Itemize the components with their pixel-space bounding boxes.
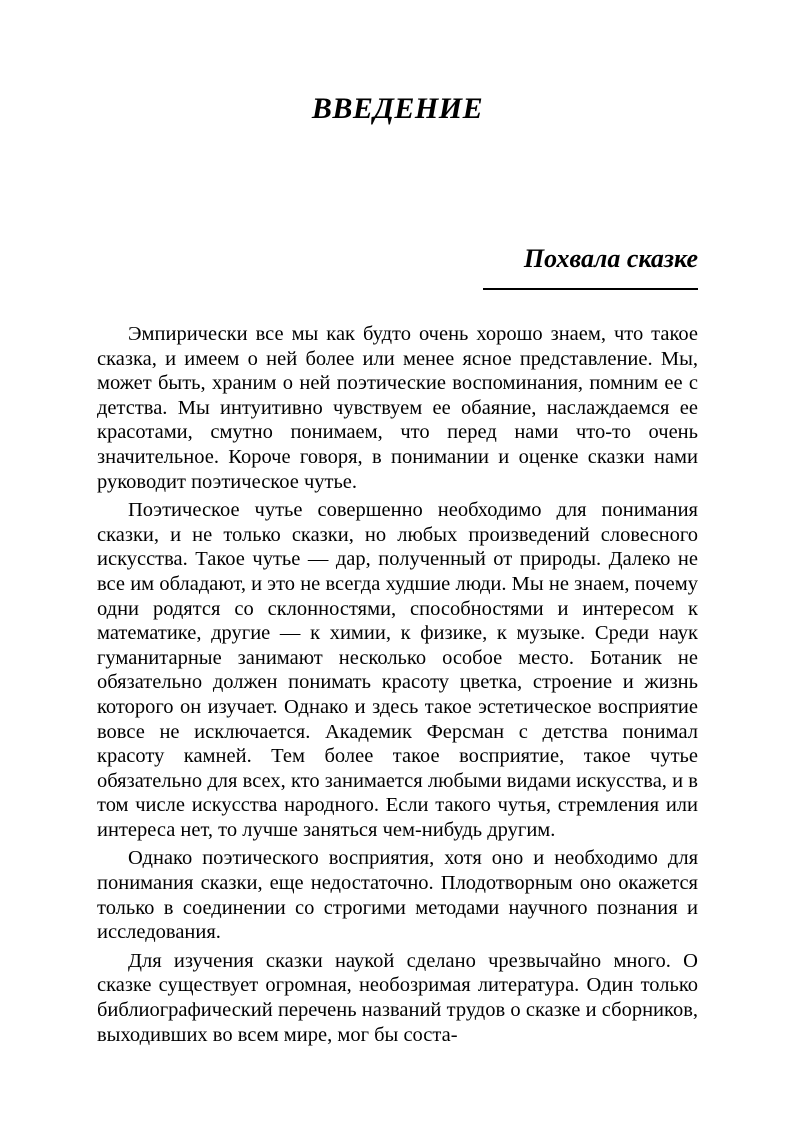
section-title: Похвала сказке xyxy=(523,244,698,273)
paragraph: Однако поэтического восприятия, хотя оно и необходимо для понимания сказки, еще недостаточно. Плодотворным оно окажется только в соединении со строгими методами научного познания и исследования. xyxy=(97,847,698,944)
paragraph: Для изучения сказки наукой сделано чрезвычайно много. О сказке существует огромная, необозримая литература. Один только библиографический перечень названий трудов о сказке и сборников, выходивших во всем мире, мог бы соста- xyxy=(97,949,698,1046)
chapter-title: ВВЕДЕНИЕ xyxy=(311,92,484,125)
section-title-underline xyxy=(483,288,698,290)
paragraph: Эмпирически все мы как будто очень хорошо знаем, что такое сказка, и имеем о ней более или менее ясное представление. Мы, может быть, храним о ней поэтические воспоминания, помним ее с детства. Мы интуитивно чувствуем ее обаяние, наслаждаемся ее красотами, смутно понимаем, что перед нами что-то очень значительное. Короче говоря, в понимании и оценке сказки нами руководит поэтическое чутье. xyxy=(97,323,698,493)
paragraph: Поэтическое чутье совершенно необходимо для понимания сказки, и не только сказки, но любых произведений словесного искусства. Такое чутье — дар, полученный от природы. Далеко не все им обладают, и это не всегда худшие люди. Мы не знаем, почему одни родятся со склонностями, способностями и интересом к математике, другие — к химии, к физике, к музыке. Среди наук гуманитарные занимают несколько особое место. Ботаник не обязательно должен понимать красоту цветка, строение и жизнь которого он изучает. Однако и здесь такое эстетическое восприятие вовсе не исключается. Академик Ферсман с детства понимал красоту камней. Тем более такое восприятие, такое чутье обязательно для всех, кто занимается любыми видами искусства, и в том числе искусства народного. Если такого чутья, стремления или интереса нет, то лучше заняться чем-нибудь другим. xyxy=(97,499,698,841)
body-text xyxy=(97,322,698,1047)
